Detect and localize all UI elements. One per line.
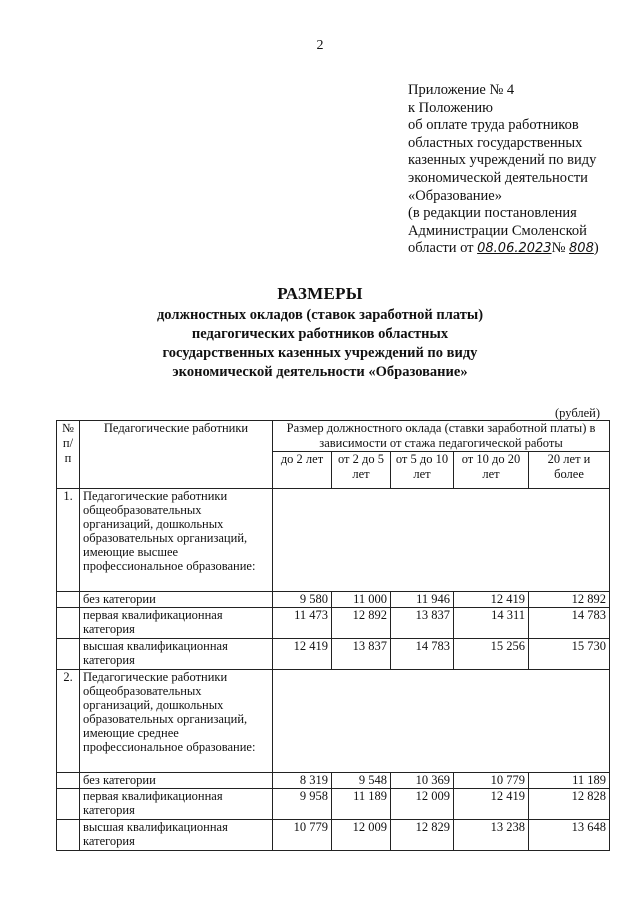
header-no: № п/п bbox=[57, 421, 80, 489]
table-row bbox=[57, 608, 610, 639]
table-row bbox=[57, 820, 610, 851]
salary-value: 8 319 bbox=[273, 773, 332, 789]
empty-cell bbox=[273, 670, 610, 773]
salary-value: 12 828 bbox=[529, 789, 610, 820]
salary-value: 11 473 bbox=[273, 608, 332, 639]
appendix-line: к Положению bbox=[408, 99, 493, 116]
appendix-last-line bbox=[408, 240, 633, 258]
empty-cell bbox=[57, 608, 80, 639]
appendix-line: областных государственных bbox=[408, 134, 583, 151]
salary-value: 12 009 bbox=[391, 789, 454, 820]
appendix-line: экономической деятельности bbox=[408, 169, 588, 186]
row-label: первая квалификационная категория bbox=[80, 789, 273, 820]
section-number: 2. bbox=[57, 670, 80, 773]
salary-value: 9 580 bbox=[273, 592, 332, 608]
salary-value: 12 892 bbox=[529, 592, 610, 608]
section-title: Педагогические работники общеобразовательных организаций, дошкольных образовательных организаций, имеющие среднее профессиональное образование: bbox=[80, 670, 273, 773]
salary-value: 9 958 bbox=[273, 789, 332, 820]
appendix-line: казенных учреждений по виду bbox=[408, 152, 597, 169]
salary-value: 12 419 bbox=[273, 639, 332, 670]
salary-value: 13 837 bbox=[332, 639, 391, 670]
salary-value: 14 783 bbox=[391, 639, 454, 670]
salary-value: 11 189 bbox=[332, 789, 391, 820]
section-number: 1. bbox=[57, 489, 80, 592]
table-row bbox=[57, 789, 610, 820]
appendix-heading bbox=[408, 82, 633, 258]
document-title: РАЗМЕРЫ bbox=[277, 284, 363, 303]
row-label: высшая квалификационная категория bbox=[80, 820, 273, 851]
salary-value: 13 648 bbox=[529, 820, 610, 851]
appendix-line: «Образование» bbox=[408, 187, 502, 204]
currency-unit: (рублей) bbox=[555, 406, 601, 420]
salary-value: 11 946 bbox=[391, 592, 454, 608]
appendix-line: об оплате труда работников bbox=[408, 117, 579, 134]
empty-cell bbox=[57, 773, 80, 789]
header-experience: 20 лет и более bbox=[529, 452, 610, 489]
header-salary-size: Размер должностного оклада (ставки заработной платы) в зависимости от стажа педагогической работы bbox=[273, 421, 610, 452]
salary-value: 15 256 bbox=[454, 639, 529, 670]
salary-value: 11 000 bbox=[332, 592, 391, 608]
page-number: 2 bbox=[316, 38, 324, 53]
header-experience: от 2 до 5 лет bbox=[332, 452, 391, 489]
appendix-line: Приложение № 4 bbox=[408, 82, 515, 98]
handwritten-date: 08.06.2023 bbox=[477, 241, 552, 257]
empty-cell bbox=[273, 489, 610, 592]
salary-value: 12 892 bbox=[332, 608, 391, 639]
table-row bbox=[57, 773, 610, 789]
salary-table bbox=[56, 420, 610, 851]
empty-cell bbox=[57, 789, 80, 820]
salary-value: 9 548 bbox=[332, 773, 391, 789]
salary-value: 12 829 bbox=[391, 820, 454, 851]
table-row bbox=[57, 592, 610, 608]
close-paren: ) bbox=[593, 240, 599, 257]
salary-value: 13 837 bbox=[391, 608, 454, 639]
number-sign: № bbox=[551, 240, 566, 257]
section-row bbox=[57, 670, 610, 773]
salary-value: 10 369 bbox=[391, 773, 454, 789]
salary-value: 14 311 bbox=[454, 608, 529, 639]
section-row bbox=[57, 489, 610, 592]
row-label: высшая квалификационная категория bbox=[80, 639, 273, 670]
section-title: Педагогические работники общеобразовательных организаций, дошкольных образовательных организаций, имеющие высшее профессиональное образование: bbox=[80, 489, 273, 592]
salary-value: 14 783 bbox=[529, 608, 610, 639]
salary-value: 12 419 bbox=[454, 592, 529, 608]
salary-value: 12 419 bbox=[454, 789, 529, 820]
empty-cell bbox=[57, 820, 80, 851]
handwritten-number: 808 bbox=[569, 241, 594, 257]
table-row bbox=[57, 639, 610, 670]
appendix-line: (в редакции постановления bbox=[408, 205, 577, 222]
salary-value: 11 189 bbox=[529, 773, 610, 789]
row-label: без категории bbox=[80, 773, 273, 789]
header-experience: от 5 до 10 лет bbox=[391, 452, 454, 489]
empty-cell bbox=[57, 639, 80, 670]
appendix-line: Администрации Смоленской bbox=[408, 222, 587, 239]
salary-value: 10 779 bbox=[273, 820, 332, 851]
appendix-date-prefix: области от bbox=[408, 240, 474, 257]
salary-value: 13 238 bbox=[454, 820, 529, 851]
row-label: первая квалификационная категория bbox=[80, 608, 273, 639]
salary-value: 15 730 bbox=[529, 639, 610, 670]
header-workers: Педагогические работники bbox=[80, 421, 273, 489]
row-label: без категории bbox=[80, 592, 273, 608]
salary-value: 10 779 bbox=[454, 773, 529, 789]
salary-value: 12 009 bbox=[332, 820, 391, 851]
header-experience: от 10 до 20 лет bbox=[454, 452, 529, 489]
document-subtitle: должностных окладов (ставок заработной платы) педагогических работников областных государственных казенных учреждений по виду экономической деятельности «Образование» bbox=[156, 307, 484, 380]
empty-cell bbox=[57, 592, 80, 608]
header-experience: до 2 лет bbox=[273, 452, 332, 489]
